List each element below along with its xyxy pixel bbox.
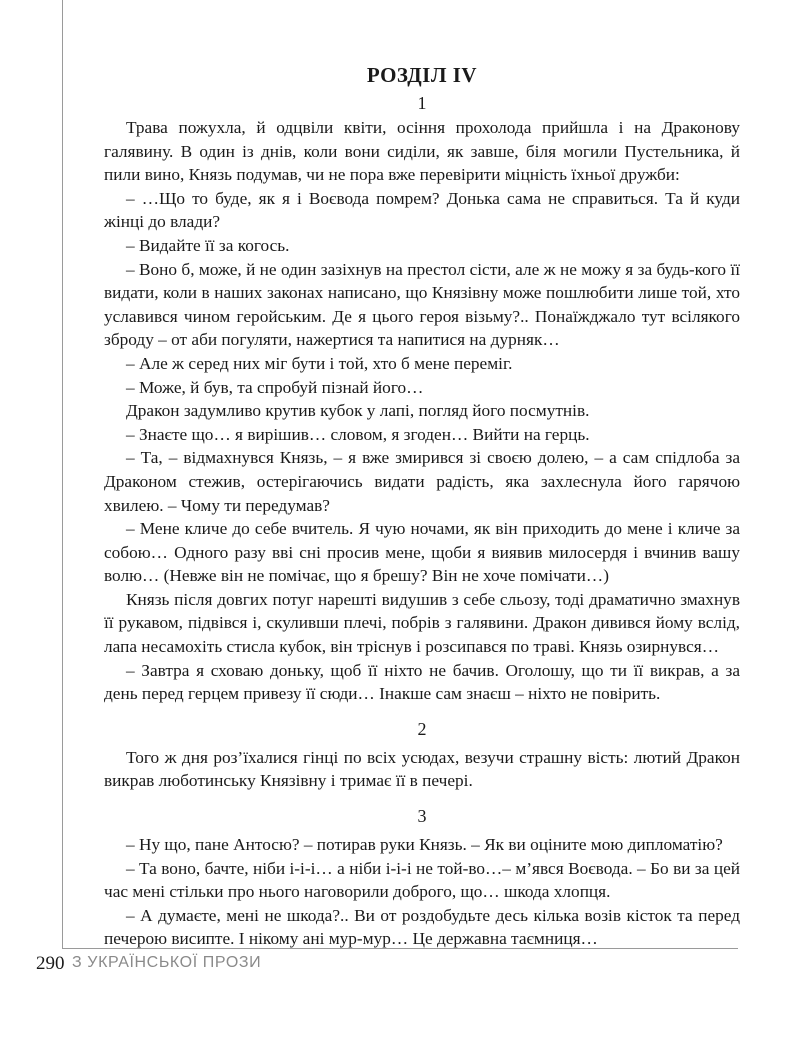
dialogue-line: – Та воно, бачте, ніби і-і-і… а ніби і-і-і не той-во…– м’явся Воєвода. – Бо ви за цей час мені стільки про нього наговорили доброго, що… шкода хлопця. [104,858,740,902]
margin-rule [62,0,63,948]
paragraph: Князь після довгих потуг нарешті видушив з себе сльозу, тоді драматично змахнув її рукавом, підвівся і, скуливши плечі, побрів з галявини. Дракон дивився йому вслід, лапа несамохіть стисла кубок, він тріснув і розсипався по траві. Князь озирнувся… [104,589,740,657]
dialogue-line: – Може, й був, та спробуй пізнай його… [126,377,424,397]
dialogue-line: – Завтра я сховаю доньку, щоб її ніхто не бачив. Оголошу, що ти її викрав, а за день перед герцем привезу її сюди… Інакше сам знаєш – ніхто не повірить. [104,660,740,704]
section-number: 2 [417,718,427,739]
dialogue-line: – А думаєте, мені не шкода?.. Ви от роздобудьте десь кілька возів кісток та перед печерою висипте. І нікому ані мур-мур… Це державна таємниця… [104,905,740,949]
chapter-title: РОЗДІЛ IV [366,63,478,87]
page-number: 290 [36,953,65,974]
section-number: 3 [417,806,427,827]
paragraph: Того ж дня роз’їхалися гінці по всіх усюдах, везучи страшну вість: лютий Дракон викрав люботинську Князівну і тримає її в печері. [104,747,740,791]
footer-rule [62,948,738,949]
dialogue-line: – Воно б, може, й не один зазіхнув на престол сісти, але ж не можу я за будь-кого її видати, коли в наших законах написано, що Князівну може пошлюбити лише той, хто уславився чином геройським. Де я цього героя візьму?.. Понаїжджало тут всілякого зброду – от аби погуляти, нажертися та напитися на дурняк… [104,259,740,350]
dialogue-line: – Але ж серед них міг бути і той, хто б мене переміг. [126,353,513,373]
section-number: 1 [417,93,427,113]
dialogue-line: – Мене кличе до себе вчитель. Я чую ночами, як він приходить до мене і кличе за собою… Одного разу вві сні просив мене, щоби я виявив милосердя і вчинив вашу волю… (Невже він не помічає, що я брешу? Він не хоче помічати…) [104,519,740,586]
dialogue-line: – Ну що, пане Антосю? – потирав руки Князь. – Як ви оціните мою дипломатію? [126,835,723,855]
running-title: З УКРАЇНСЬКОЇ ПРОЗИ [72,954,262,971]
dialogue-line: – …Що то буде, як я і Воєвода помрем? Донька сама не справиться. Та й куди жінці до влади? [104,188,740,232]
dialogue-line: – Знаєте що… я вирішив… словом, я згоден… Вийти на герць. [126,424,590,444]
page-body [104,60,740,951]
paragraph: Трава пожухла, й одцвіли квіти, осіння прохолода прийшла і на Драконову галявину. В один із днів, коли вони сиділи, як завше, біля могили Пустельника, й пили вино, Князь подумав, чи не пора вже перевірити міцність їхньої дружби: [104,118,740,185]
paragraph: Дракон задумливо крутив кубок у лапі, погляд його посмутнів. [126,401,590,421]
dialogue-line: – Видайте її за когось. [126,235,290,255]
dialogue-line: – Та, – відмахнувся Князь, – я вже змирився зі своєю долею, – а сам спідлоба за Драконом стежив, остерігаючись видати радість, яка захлеснула його гарячою хвилею. – Чому ти передумав? [104,448,740,515]
